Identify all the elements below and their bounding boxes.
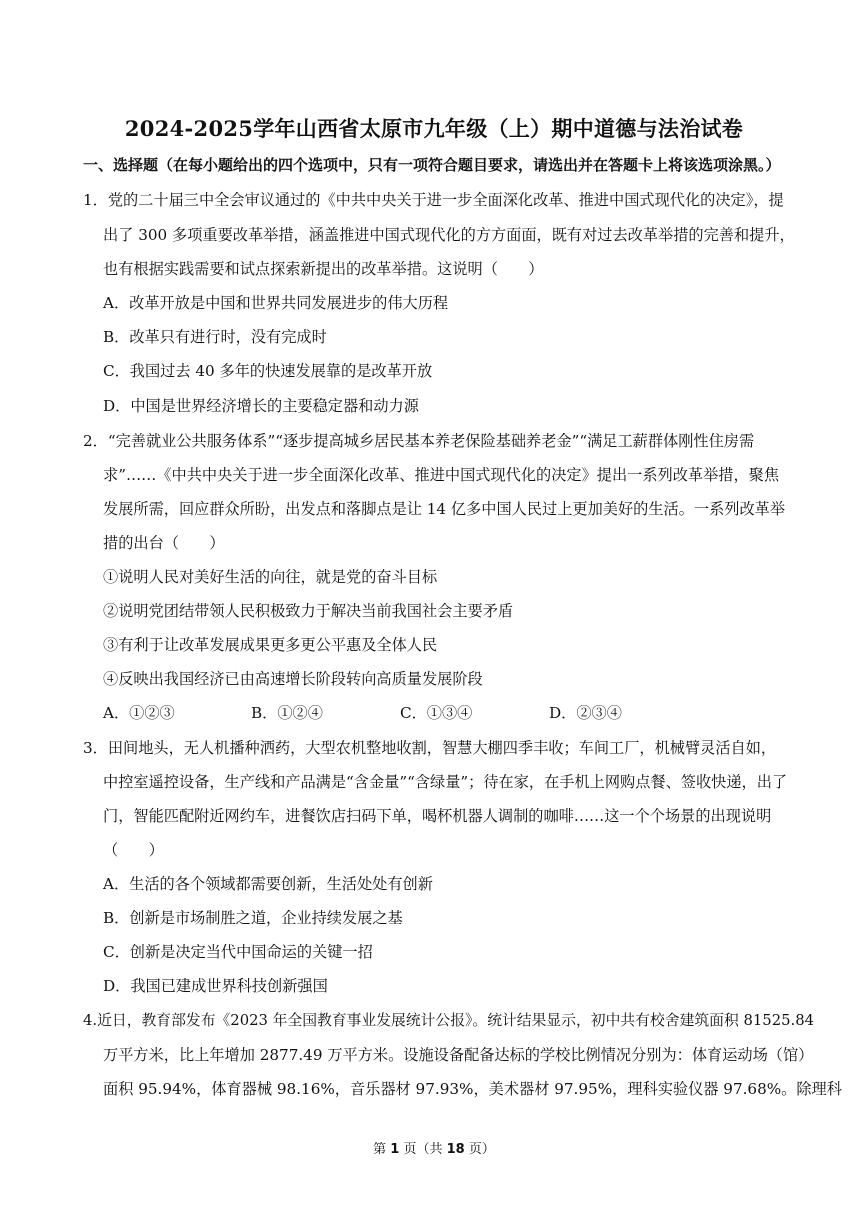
question-3-line-2: 中控室遥控设备，生产线和产品满是“含金量”“含绿量”；待在家，在手机上网购点餐、签收快递，出了: [103, 773, 788, 791]
question-1-line-3: 也有根据实践需要和试点探索新提出的改革举措。这说明（ ）: [103, 260, 544, 278]
footer-total-pages: 18: [446, 1142, 465, 1157]
question-1-option-a: A．改革开放是中国和世界共同发展进步的伟大历程: [103, 294, 449, 312]
footer-middle: 页（共: [399, 1142, 447, 1157]
question-2-line-1: 2．“完善就业公共服务体系”“逐步提高城乡居民基本养老保险基础养老金”“满足工薪群体刚性住房需: [83, 432, 755, 450]
question-2-option-b: B．①②④: [251, 704, 323, 722]
question-4-line-1: 4.近日，教育部发布《2023 年全国教育事业发展统计公报》。统计结果显示，初中共有校舍建筑面积 81525.84: [83, 1012, 815, 1029]
page-footer: [0, 1138, 868, 1157]
footer-suffix: 页）: [464, 1142, 495, 1157]
question-3-option-a: A．生活的各个领域都需要创新，生活处处有创新: [103, 875, 433, 893]
footer-prefix: 第: [373, 1142, 391, 1157]
question-2-option-c: C．①③④: [400, 704, 473, 722]
question-1-option-b: B．改革只有进行时，没有完成时: [103, 328, 327, 346]
question-1-option-c: C．我国过去 40 多年的快速发展靠的是改革开放: [103, 362, 433, 380]
question-2-statement-4: ④反映出我国经济已由高速增长阶段转向高质量发展阶段: [103, 670, 483, 688]
question-3-line-3: 门，智能匹配附近网约车，进餐饮店扫码下单，喝杯机器人调制的咖啡……这一个个场景的出现说明: [103, 807, 772, 825]
question-2-statement-1: ①说明人民对美好生活的向往，就是党的奋斗目标: [103, 568, 438, 586]
question-2-option-d: D．②③④: [549, 704, 622, 722]
question-1-line-1: 1．党的二十届三中全会审议通过的《中共中央关于进一步全面深化改革、推进中国式现代化的决定》，提: [83, 191, 784, 209]
question-4-line-2: 万平方米，比上年增加 2877.49 万平方米。设施设备配备达标的学校比例情况分别为：体育运动场（馆）: [103, 1046, 814, 1064]
question-2-statement-2: ②说明党团结带领人民积极致力于解决当前我国社会主要矛盾: [103, 602, 514, 620]
question-3-line-1: 3．田间地头，无人机播种洒药，大型农机整地收割，智慧大棚四季丰收；车间工厂，机械臂灵活自如，: [83, 739, 777, 757]
question-3-line-4: （ ）: [103, 841, 164, 859]
question-2-line-3: 发展所需，回应群众所盼，出发点和落脚点是让 14 亿多中国人民过上更加美好的生活。一系列改革举: [103, 500, 786, 518]
question-3-option-c: C．创新是决定当代中国命运的关键一招: [103, 943, 373, 961]
section-heading: 一、选择题（在每小题给出的四个选项中，只有一项符合题目要求，请选出并在答题卡上将该选项涂黑。）: [83, 156, 781, 174]
question-2-statement-3: ③有利于让改革发展成果更多更公平惠及全体人民: [103, 636, 438, 654]
question-3-option-b: B．创新是市场制胜之道，企业持续发展之基: [103, 909, 403, 927]
question-1-option-d: D．中国是世界经济增长的主要稳定器和动力源: [103, 397, 419, 415]
question-2-option-a: A．①②③: [103, 704, 175, 722]
exam-title: 2024-2025学年山西省太原市九年级（上）期中道德与法治试卷: [124, 116, 744, 141]
question-2-line-4: 措的出台（ ）: [103, 534, 225, 552]
footer-page-number: 1: [390, 1142, 400, 1157]
question-4-line-3: 面积 95.94%，体育器械 98.16%，音乐器材 97.93%，美术器材 97.95%，理科实验仪器 97.68%。除理科: [103, 1080, 842, 1098]
question-2-line-2: 求”……《中共中央关于进一步全面深化改革、推进中国式现代化的决定》提出一系列改革举措，聚焦: [103, 466, 780, 484]
question-3-option-d: D．我国已建成世界科技创新强国: [103, 977, 328, 995]
question-1-line-2: 出了 300 多项重要改革举措，涵盖推进中国式现代化的方方面面，既有对过去改革举措的完善和提升，: [103, 226, 795, 244]
